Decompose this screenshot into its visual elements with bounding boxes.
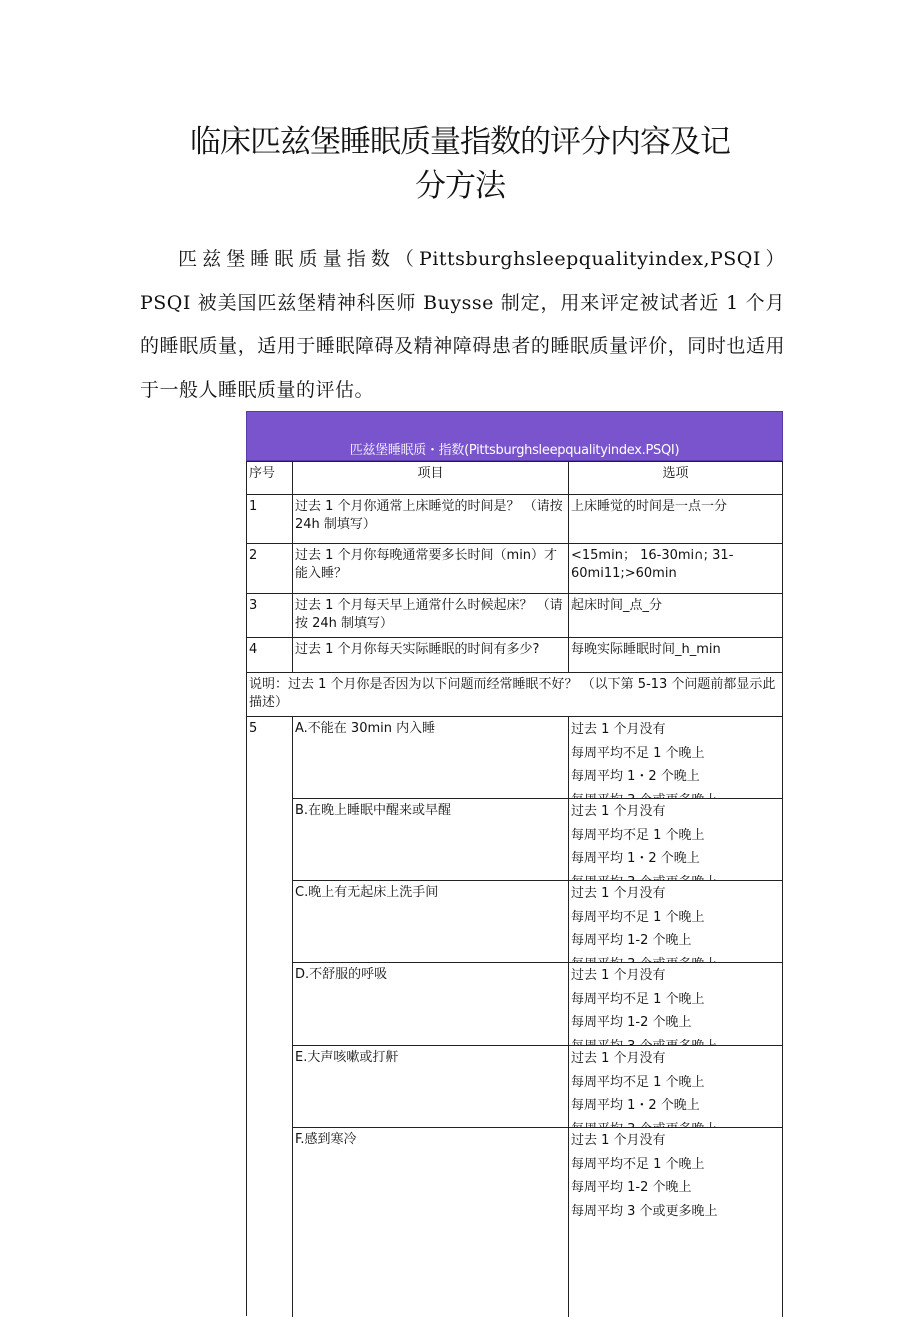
option-line: 过去 1 个月没有 [571, 804, 666, 819]
option-line: 每周平均 1-2 个晚上 [571, 933, 692, 948]
option-line: 每周平均不足 1 个晚上 [571, 745, 705, 761]
option-line: 每周平均 1・2 个晚上 [571, 769, 700, 784]
option-line: 过去 1 个月没有 [571, 722, 666, 737]
option-line: 每周平均不足 1 个晚上 [571, 1156, 705, 1172]
option-line: 每周平均 1・2 个晚上 [571, 851, 700, 866]
row-1-num: 1 [246, 494, 292, 543]
col-header-option: 选项 [568, 461, 783, 494]
option-line: 每周平均不足 1 个晚上 [571, 991, 705, 1007]
option-line: 每周平均 1-2 个晚上 [571, 1180, 692, 1195]
option-line: 每周平均不足 1 个晚上 [571, 909, 705, 925]
q5-sub-label: D.不舒服的呼吸 [292, 962, 568, 1045]
psqi-table [246, 411, 783, 1301]
q5-sub-options [568, 798, 783, 880]
intro-paragraph: 匹兹堡睡眠质量指数（Pittsburghsleepqualityindex,PSQI）PSQI 被美国匹兹堡精神科医师 Buysse 制定，用来评定被试者近 1 个月的睡眠质量，适用于睡眠障碍及精神障碍患者的睡眠质量评价，同时也适用于一般人睡眠质量的评估。 [140, 248, 785, 401]
title-line-2: 分方法 [415, 168, 505, 204]
table-title-bar [246, 411, 783, 461]
row-3-num: 3 [246, 593, 292, 637]
note-row: 说明：过去 1 个月你是否因为以下问题而经常睡眠不好？ （以下第 5-13 个问题前都显示此描述） [246, 672, 783, 716]
option-line: 过去 1 个月没有 [571, 1133, 666, 1148]
row-1-option: 上床睡觉的时间是一点一分 [568, 494, 783, 543]
q5-sub-label: C.晚上有无起床上洗手间 [292, 880, 568, 962]
q5-sub-label: B.在晚上睡眠中醒来或早醒 [292, 798, 568, 880]
option-line: 每周平均不足 1 个晚上 [571, 1074, 705, 1090]
col-header-num: 序号 [246, 461, 292, 494]
row-2-num: 2 [246, 543, 292, 593]
table-title: 匹兹堡睡眠质・指数(Pittsburghsleepqualityindex.PSQI) [349, 443, 680, 458]
q5-sub-label: F.感到寒冷 [292, 1127, 568, 1317]
option-line: 每周平均 3 个或更多晚上 [571, 1203, 718, 1219]
row-2-option: <15min； 16-30mi∩; 31-60mi11;>60min [568, 543, 783, 593]
q5-sub-options [568, 880, 783, 962]
q5-sub-options [568, 1127, 783, 1317]
title-line-1: 临床匹兹堡睡眠质量指数的评分内容及记 [190, 124, 730, 160]
col-header-item: 项目 [292, 461, 568, 494]
q5-sub-options [568, 716, 783, 798]
q5-sub-label: A.不能在 30min 内入睡 [292, 716, 568, 798]
q5-sub-options [568, 962, 783, 1045]
document-title [140, 120, 780, 208]
q5-sub-options [568, 1045, 783, 1127]
row-5-num: 5 [246, 716, 292, 1316]
row-3-option: 起床时间_点_分 [568, 593, 783, 637]
option-line: 每周平均 1-2 个晚上 [571, 1015, 692, 1030]
option-line: 过去 1 个月没有 [571, 886, 666, 901]
row-4-option: 每晚实际睡眠时间_h_min [568, 637, 783, 672]
row-3-item: 过去 1 个月每天早上通常什么时候起床？ （请按 24h 制填写） [292, 593, 568, 637]
option-line: 每周平均 1・2 个晚上 [571, 1098, 700, 1113]
q5-sub-label: E.大声咳嗽或打鼾 [292, 1045, 568, 1127]
row-4-item: 过去 1 个月你每天实际睡眠的时间有多少? [292, 637, 568, 672]
row-1-item: 过去 1 个月你通常上床睡觉的时间是？ （请按 24h 制填写） [292, 494, 568, 543]
row-2-item: 过去 1 个月你每晚通常要多长时间（min）才能入睡？ [292, 543, 568, 593]
option-line: 每周平均不足 1 个晚上 [571, 827, 705, 843]
option-line: 过去 1 个月没有 [571, 1051, 666, 1066]
row-4-num: 4 [246, 637, 292, 672]
option-line: 过去 1 个月没有 [571, 968, 666, 983]
